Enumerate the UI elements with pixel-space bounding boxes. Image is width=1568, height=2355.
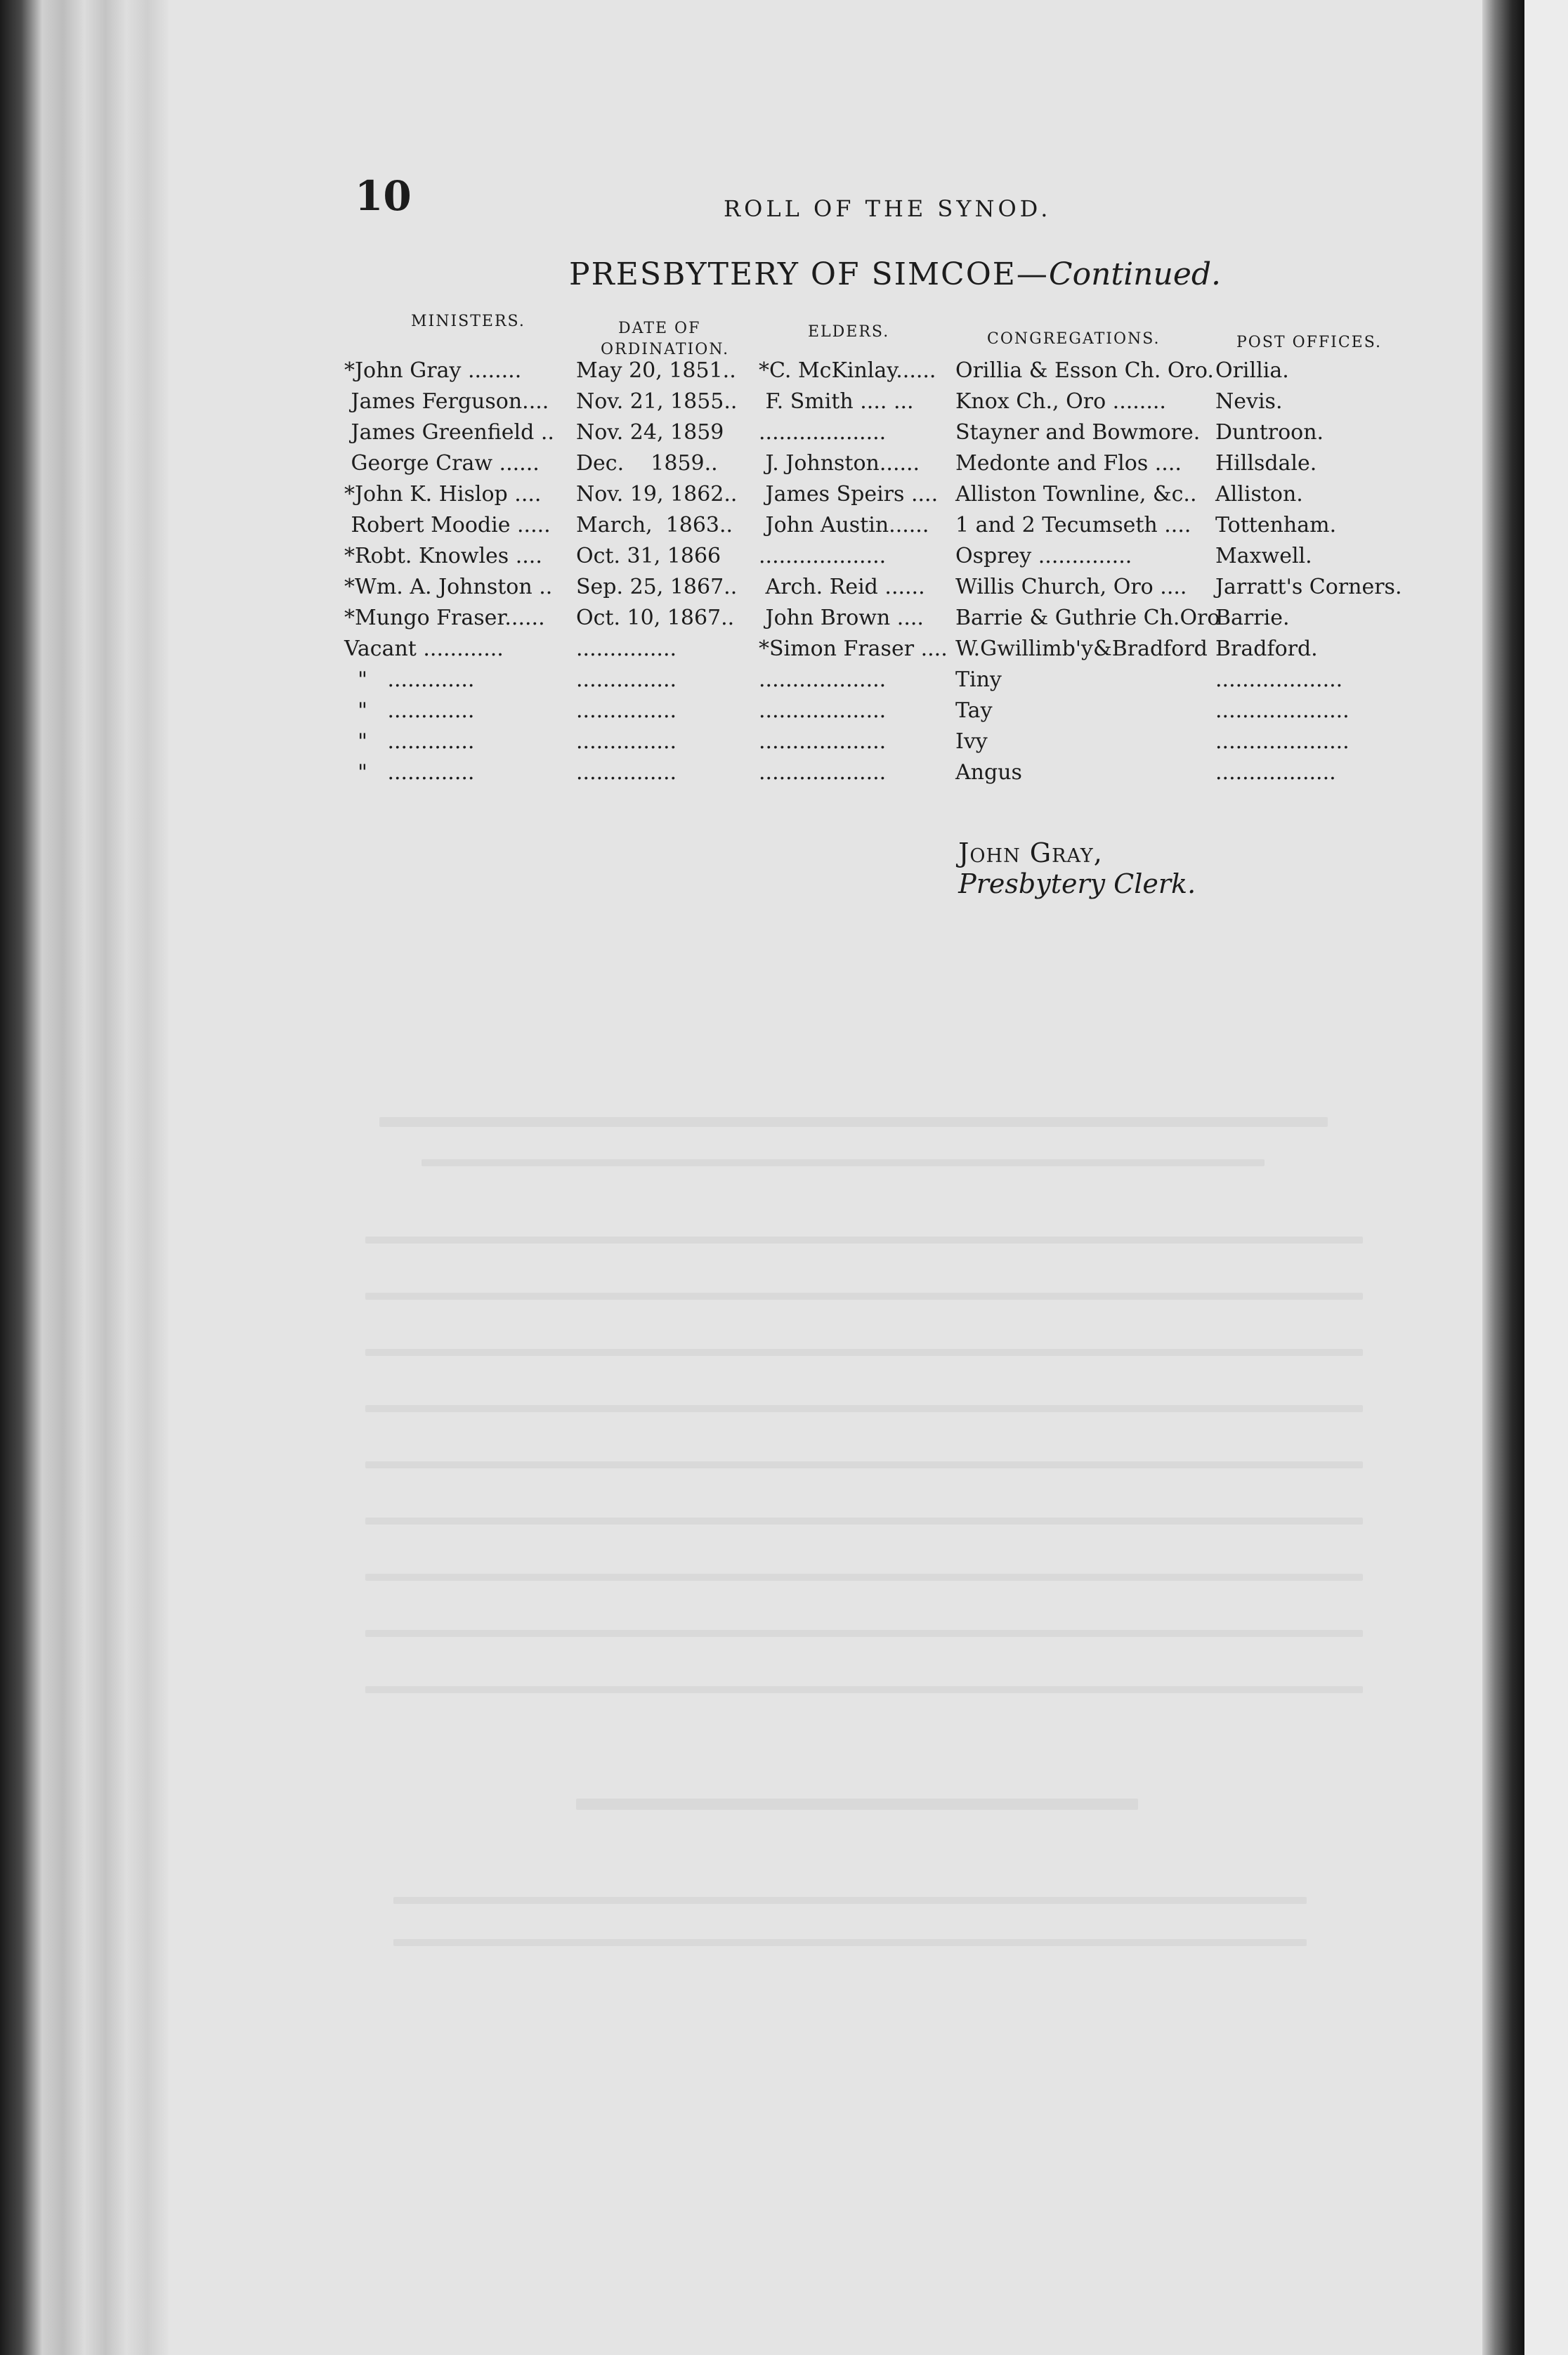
show-through-text: [365, 1237, 1363, 1244]
congregation-cell: Tay: [955, 698, 993, 723]
show-through-text: [365, 1349, 1363, 1356]
show-through-text: [365, 1574, 1363, 1581]
elder-cell: ...................: [759, 698, 887, 723]
date-cell: ...............: [576, 698, 677, 723]
congregation-cell: 1 and 2 Tecumseth ....: [955, 513, 1191, 537]
show-through-text: [379, 1117, 1328, 1127]
section-title: [569, 256, 1221, 292]
minister-cell: James Greenfield ..: [344, 420, 554, 445]
date-cell: Oct. 31, 1866: [576, 544, 721, 568]
congregation-cell: W.Gwillimb'y&Bradford: [955, 637, 1208, 661]
minister-cell: " .............: [344, 760, 475, 785]
book-page: [169, 0, 1503, 2355]
elder-cell: ...................: [759, 760, 887, 785]
minister-cell: " .............: [344, 729, 475, 754]
date-cell: March, 1863..: [576, 513, 733, 537]
congregation-cell: Osprey ..............: [955, 544, 1132, 568]
column-header-date-sub: ORDINATION.: [601, 341, 730, 358]
congregation-cell: Stayner and Bowmore.: [955, 420, 1201, 445]
post-office-cell: Nevis.: [1215, 389, 1283, 414]
clerk-signature: [941, 807, 1196, 899]
column-header-ministers: MINISTERS.: [411, 313, 525, 330]
date-cell: ...............: [576, 637, 677, 661]
date-cell: Nov. 21, 1855..: [576, 389, 738, 414]
show-through-text: [365, 1630, 1363, 1637]
minister-cell: Robert Moodie .....: [344, 513, 551, 537]
post-office-cell: Barrie.: [1215, 606, 1290, 630]
minister-cell: Vacant ............: [344, 637, 504, 661]
scan-left-edge: [0, 0, 183, 2355]
show-through-text: [365, 1293, 1363, 1300]
minister-cell: George Craw ......: [344, 451, 540, 476]
date-cell: ...............: [576, 729, 677, 754]
date-cell: Sep. 25, 1867..: [576, 575, 738, 599]
date-cell: May 20, 1851..: [576, 358, 736, 383]
congregation-cell: Barrie & Guthrie Ch.Oro: [955, 606, 1220, 630]
scan-right-margin: [1524, 0, 1568, 2355]
section-title-continued: Continued.: [1048, 256, 1222, 292]
post-office-cell: Jarratt's Corners.: [1215, 575, 1402, 599]
show-through-text: [365, 1686, 1363, 1693]
date-cell: Oct. 10, 1867..: [576, 606, 735, 630]
congregation-cell: Knox Ch., Oro ........: [955, 389, 1166, 414]
congregation-cell: Orillia & Esson Ch. Oro.: [955, 358, 1214, 383]
show-through-text: [393, 1897, 1307, 1904]
elder-cell: ...................: [759, 420, 887, 445]
minister-cell: *John K. Hislop ....: [344, 482, 542, 507]
show-through-text: [576, 1799, 1138, 1810]
elder-cell: *Simon Fraser ....: [759, 637, 948, 661]
minister-cell: " .............: [344, 667, 475, 692]
congregation-cell: Tiny: [955, 667, 1002, 692]
clerk-role: Presbytery Clerk.: [958, 868, 1196, 899]
post-office-cell: ....................: [1215, 729, 1350, 754]
elder-cell: J. Johnston......: [759, 451, 920, 476]
post-office-cell: Tottenham.: [1215, 513, 1337, 537]
column-header-post-offices: POST OFFICES.: [1236, 334, 1383, 351]
post-office-cell: ..................: [1215, 760, 1336, 785]
date-cell: Nov. 24, 1859: [576, 420, 724, 445]
section-title-text: PRESBYTERY OF SIMCOE—: [569, 256, 1049, 292]
running-head: ROLL OF THE SYNOD.: [724, 195, 1052, 222]
congregation-cell: Willis Church, Oro ....: [955, 575, 1187, 599]
elder-cell: John Brown ....: [759, 606, 924, 630]
show-through-text: [422, 1159, 1265, 1166]
congregation-cell: Alliston Townline, &c..: [955, 482, 1197, 507]
clerk-name: John Gray,: [958, 837, 1103, 868]
elder-cell: *C. McKinlay......: [759, 358, 936, 383]
elder-cell: ...................: [759, 729, 887, 754]
post-office-cell: Alliston.: [1215, 482, 1303, 507]
show-through-text: [365, 1405, 1363, 1412]
elder-cell: John Austin......: [759, 513, 929, 537]
post-office-cell: Maxwell.: [1215, 544, 1312, 568]
elder-cell: ...................: [759, 667, 887, 692]
post-office-cell: Hillsdale.: [1215, 451, 1317, 476]
column-header-elders: ELDERS.: [808, 323, 890, 341]
show-through-text: [365, 1461, 1363, 1468]
minister-cell: *John Gray ........: [344, 358, 522, 383]
post-office-cell: Bradford.: [1215, 637, 1318, 661]
minister-cell: *Wm. A. Johnston ..: [344, 575, 553, 599]
post-office-cell: Orillia.: [1215, 358, 1289, 383]
post-office-cell: ....................: [1215, 698, 1350, 723]
show-through-text: [393, 1939, 1307, 1946]
minister-cell: *Robt. Knowles ....: [344, 544, 542, 568]
show-through-text: [365, 1518, 1363, 1525]
elder-cell: F. Smith .... ...: [759, 389, 914, 414]
date-cell: ...............: [576, 667, 677, 692]
minister-cell: *Mungo Fraser......: [344, 606, 545, 630]
elder-cell: ...................: [759, 544, 887, 568]
congregation-cell: Angus: [955, 760, 1022, 785]
date-cell: Dec. 1859..: [576, 451, 718, 476]
date-cell: Nov. 19, 1862..: [576, 482, 738, 507]
post-office-cell: ...................: [1215, 667, 1343, 692]
minister-cell: James Ferguson....: [344, 389, 549, 414]
scan-right-shadow: [1482, 0, 1524, 2355]
column-header-congregations: CONGREGATIONS.: [987, 330, 1161, 348]
page-number: 10: [355, 172, 412, 220]
column-header-date: DATE OF: [618, 320, 701, 337]
congregation-cell: Ivy: [955, 729, 988, 754]
elder-cell: James Speirs ....: [759, 482, 939, 507]
congregation-cell: Medonte and Flos ....: [955, 451, 1182, 476]
post-office-cell: Duntroon.: [1215, 420, 1324, 445]
elder-cell: Arch. Reid ......: [759, 575, 925, 599]
minister-cell: " .............: [344, 698, 475, 723]
date-cell: ...............: [576, 760, 677, 785]
